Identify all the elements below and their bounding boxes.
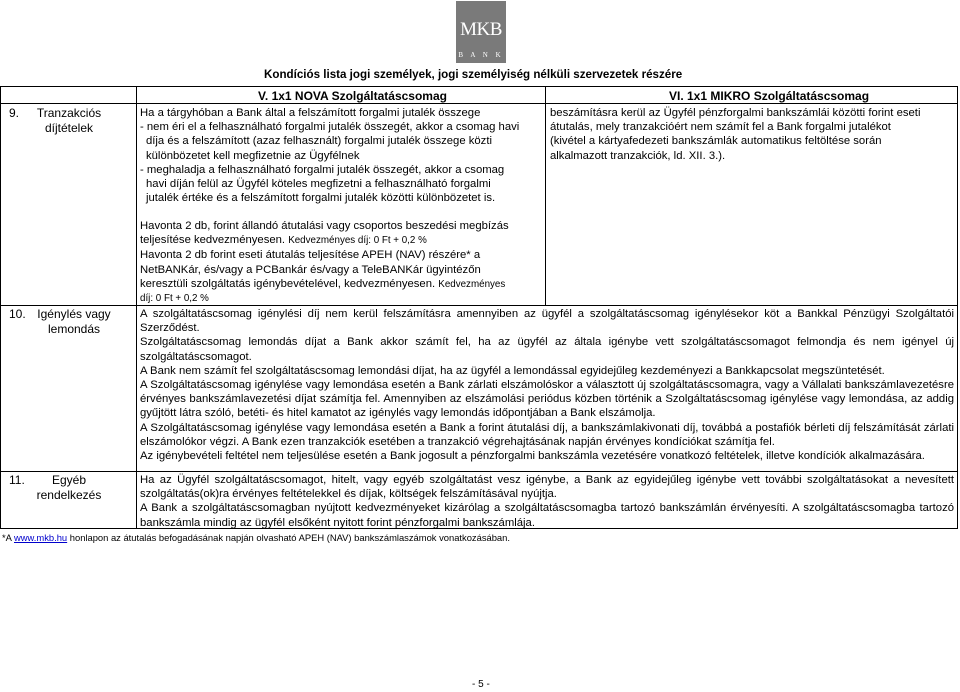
s9-left-line: - meghaladja a felhasználható forgalmi jutalék összegét, akkor a csomag xyxy=(140,163,505,176)
document-title: Kondíciós lista jogi személyek, jogi személyiség nélküli szervezetek részére xyxy=(264,68,683,81)
s10-paragraph: Szolgáltatáscsomag lemondás díjat a Bank akkor számít fel, ha az ügyfél az általa igénybe vett szolgáltatáscsomagot felmondja és nem igényel új szolgáltatáscsomagot. xyxy=(140,336,954,363)
column-header-nova: V. 1x1 NOVA Szolgáltatáscsomag xyxy=(258,89,447,103)
nova-mikro-column-border xyxy=(545,86,546,306)
s9-right-line: alkalmazott tranzakciók, ld. XII. 3.). xyxy=(550,149,726,162)
s9-extra-fee: díj: 0 Ft + 0,2 % xyxy=(140,293,209,305)
s10-paragraph: A Szolgáltatáscsomag igénylése vagy lemondása esetén a Bank zárlati elszámolóskor a választott új szolgáltatáscsomagra, vagy a Vállalati bankszámlavezetésre érvényes bankszámlavezetési díjat számítja fel. Amennyiben az elszámolási periódus közben történik a Szolgáltatáscsomag igénylése vagy lemondása, az addig gyűjtött látra szóló, betéti- és hitel kamatot az igénylés vagy lemondás időpontjában a Bank elszámolja. xyxy=(140,379,954,420)
section-9-label-line2: díjtételek xyxy=(44,121,94,135)
s9-left-line: jutalék értéke és a felszámított forgalmi jutalék közötti különbözetet is. xyxy=(146,192,496,205)
s9-extra-line: teljesítése kedvezményesen. xyxy=(140,234,286,247)
section-9-label xyxy=(26,106,112,136)
section-9-label-line1: Tranzakciós xyxy=(36,106,102,120)
table-left-border xyxy=(0,86,1,529)
s9-extra-line: keresztüli szolgáltatás igénybevételével, kedvezményesen. xyxy=(140,277,436,290)
section-9-nova-text xyxy=(140,106,540,205)
s10-paragraph: A Bank nem számít fel szolgáltatáscsomag lemondási díjat, ha az ügyfél a lemondással egyidejűleg kezdeményezi a Bankkapcsolat megszüntetését. xyxy=(140,364,885,377)
s9-extra-line: Havonta 2 db, forint állandó átutalási vagy csoportos beszedési megbízás xyxy=(140,220,509,232)
label-column-border xyxy=(136,86,137,529)
s9-right-line: (kivétel a kártyafedezeti bankszámlák automatikus feltöltése során xyxy=(550,135,882,148)
section-9-mikro-text xyxy=(550,106,955,163)
footnote-prefix: *A xyxy=(2,532,14,543)
s9-right-line: átutalás, mely tranzakcióért nem számít fel a Bank forgalmi jutalékot xyxy=(550,121,891,134)
s9-left-line: különbözetet kell megfizetnie az Ügyfélnek xyxy=(146,149,360,162)
footnote-link[interactable]: www.mkb.hu xyxy=(14,532,68,543)
section-11-label-line2: rendelkezés xyxy=(36,488,102,502)
section-11-number: 11. xyxy=(9,473,25,487)
s11-paragraph: Ha az Ügyfél szolgáltatáscsomagot, hitelt, vagy egyéb szolgáltatást vesz igénybe, a Bank az egyidejűleg igénybe vett további szolgáltatásokat a nevesített szolgáltatás(ok)ra érvényes feltételekkel és díjak, költségek felszámításával nyújtja. xyxy=(140,474,954,501)
mkb-bank-logo xyxy=(456,1,506,63)
s10-paragraph: Az igénybevételi feltétel nem teljesülése esetén a Bank jogosult a pénzforgalmi bankszámla vezetésére vonatkozó feltételek, illetve kondíciók alkalmazására. xyxy=(140,450,925,463)
s9-left-line: díja és a felszámított (azaz felhasznált) forgalmi jutalék összege közti xyxy=(146,135,492,148)
logo-sub-text: B A N K xyxy=(458,51,504,59)
s9-left-line: - nem éri el a felhasználható forgalmi jutalék összegét, akkor a csomag havi xyxy=(140,121,520,134)
section-10-label-line1: Igénylés vagy xyxy=(37,307,111,321)
section-10-text xyxy=(140,307,954,463)
s9-left-line: havi díján felül az Ügyfél köteles megfizetni a felhasználható forgalmi xyxy=(146,178,491,191)
logo-brand-text: MKB xyxy=(460,19,502,40)
section-10-label xyxy=(26,307,122,337)
row-separator-10-11 xyxy=(0,471,958,472)
table-right-border xyxy=(957,86,958,529)
footnote xyxy=(2,531,510,545)
footnote-text: honlapon az átutalás befogadásának napján olvasható APEH (NAV) bankszámlaszámok vonatkozásában. xyxy=(67,532,510,543)
s9-left-line: Ha a tárgyhóban a Bank által a felszámított forgalmi jutalék összege xyxy=(140,107,481,119)
s11-paragraph: A Bank a szolgáltatáscsomagban nyújtott kedvezményeket kizárólag a szolgáltatáscsomagba tartozó bankszámlán érvényesíti. A szolgáltatáscsomagba tartozó bankszámla mindig az ügyfél elsőként nyitott forint pénzforgalmi bankszámlája. xyxy=(140,502,954,529)
section-9-number: 9. xyxy=(9,106,20,120)
s9-extra-line: Havonta 2 db forint eseti átutalás teljesítése APEH (NAV) részére* a xyxy=(140,249,481,262)
s9-right-line: beszámításra kerül az Ügyfél pénzforgalmi bankszámlái közötti forint eseti xyxy=(550,107,921,119)
section-11-label-line1: Egyéb xyxy=(51,473,87,487)
table-top-border xyxy=(0,86,958,87)
s9-extra-fee: Kedvezményes xyxy=(438,278,506,290)
s10-paragraph: A Szolgáltatáscsomag igénylése vagy lemondása esetén a Bank a forint átutalási díj, a bankszámlakivonati díj, továbbá a postafiók bérleti díj felszámítását zárlati elszámolókor végzi. A Bank ezen tranzakciók esetében a tranzakció végrehajtásának napján érvényes kondíciókat számítja fel. xyxy=(140,421,954,448)
section-10-number: 10. xyxy=(9,307,26,321)
column-header-mikro: VI. 1x1 MIKRO Szolgáltatáscsomag xyxy=(669,89,870,103)
section-11-label xyxy=(26,473,112,503)
page-number: - 5 - xyxy=(472,679,490,690)
s9-extra-fee: Kedvezményes díj: 0 Ft + 0,2 % xyxy=(288,235,427,247)
section-9-nova-discount-text xyxy=(140,219,540,306)
section-10-label-line2: lemondás xyxy=(47,322,101,336)
section-11-text xyxy=(140,473,954,530)
s9-extra-line: NetBANKár, és/vagy a PCBankár és/vagy a TeleBANKár ügyintézőn xyxy=(140,263,481,276)
s10-paragraph: A szolgáltatáscsomag igénylési díj nem kerül felszámításra amennyiben az ügyfél a szolgáltatáscsomag igénylésekor köt a Bankkal Pénzügyi Szolgáltatói Szerződést. xyxy=(140,308,954,335)
